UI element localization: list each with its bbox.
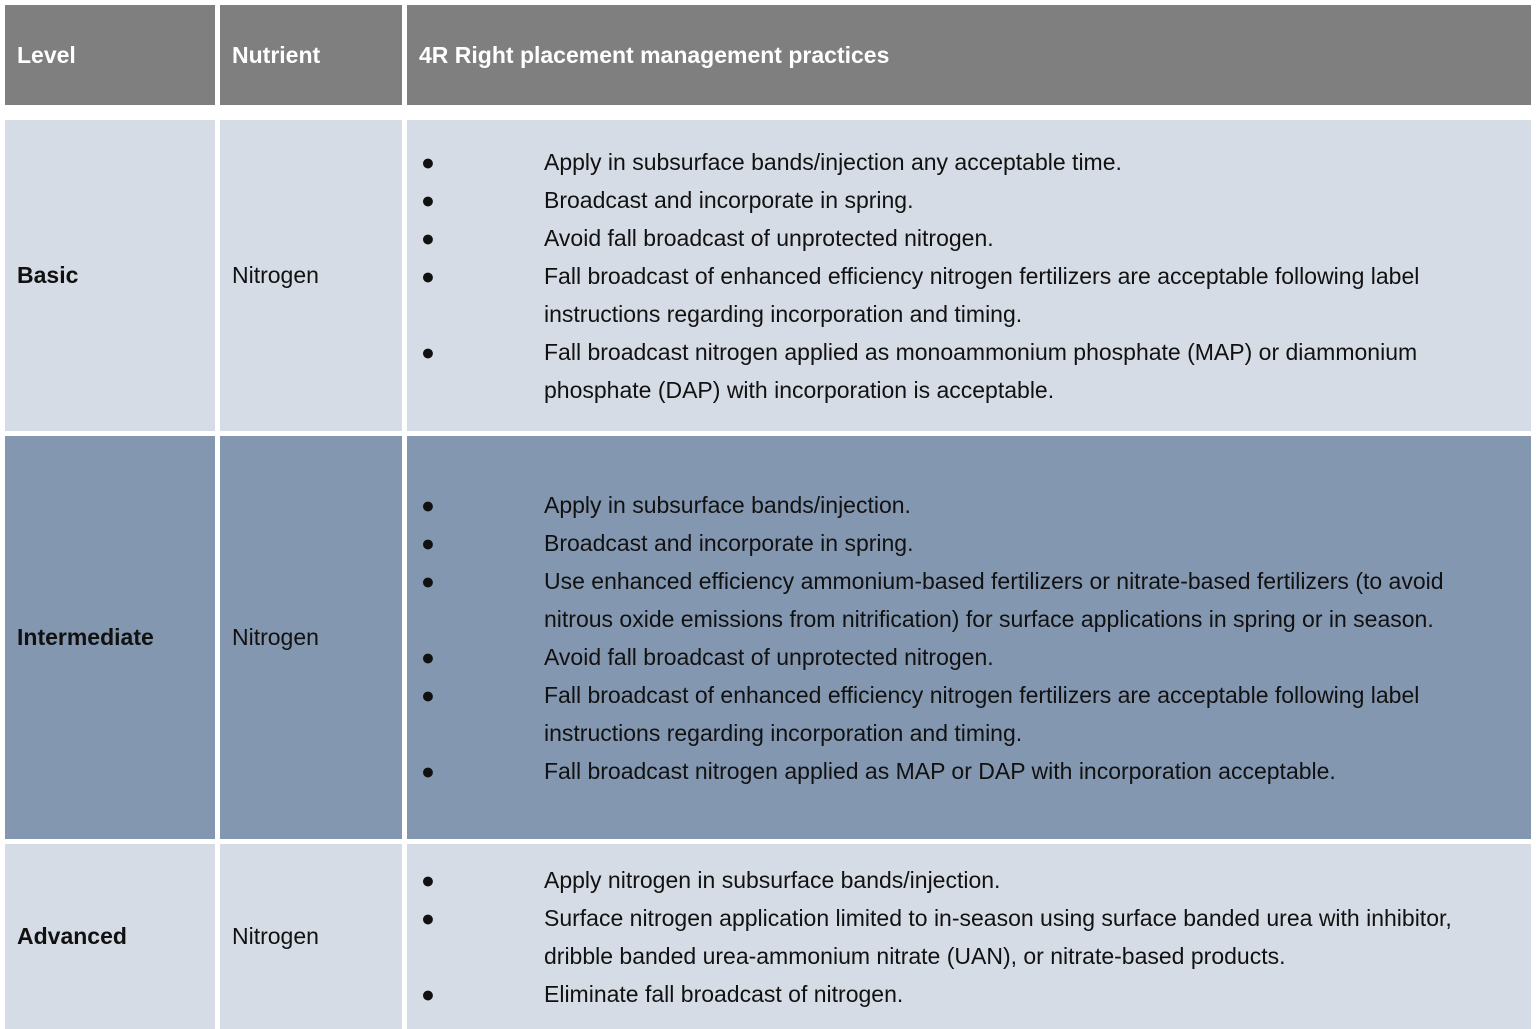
practice-item: ● Eliminate fall broadcast of nitrogen. (407, 975, 1531, 1013)
practice-item: ● Apply in subsurface bands/injection. (407, 486, 1531, 524)
practice-list (407, 143, 1531, 409)
header-level: Level (5, 5, 215, 105)
row-advanced-level: Advanced (5, 844, 215, 1029)
bullet-icon: ● (421, 757, 435, 784)
practice-item: ● Broadcast and incorporate in spring. (407, 181, 1531, 219)
bullet-icon: ● (421, 148, 435, 175)
row-intermediate-level: Intermediate (5, 436, 215, 839)
row-basic-level: Basic (5, 120, 215, 431)
row-advanced-practices (407, 844, 1531, 1029)
row-intermediate-practices (407, 436, 1531, 839)
practice-item: ● Avoid fall broadcast of unprotected nitrogen. (407, 638, 1531, 676)
bullet-icon: ● (421, 529, 435, 556)
practice-item: ● Apply nitrogen in subsurface bands/injection. (407, 861, 1531, 899)
bullet-icon: ● (421, 681, 435, 708)
practice-item: ● Apply in subsurface bands/injection any acceptable time. (407, 143, 1531, 181)
practice-item: ● Fall broadcast of enhanced efficiency nitrogen fertilizers are acceptable following label instructions regarding incorporation and timing. (407, 676, 1531, 752)
bullet-icon: ● (421, 904, 435, 931)
bullet-icon: ● (421, 980, 435, 1007)
row-intermediate-nutrient: Nitrogen (220, 436, 402, 839)
header-practices: 4R Right placement management practices (407, 5, 1531, 105)
bullet-icon: ● (421, 643, 435, 670)
practice-list (407, 486, 1531, 790)
practice-item: ● Fall broadcast of enhanced efficiency nitrogen fertilizers are acceptable following label instructions regarding incorporation and timing. (407, 257, 1531, 333)
bullet-icon: ● (421, 186, 435, 213)
bullet-icon: ● (421, 262, 435, 289)
bullet-icon: ● (421, 338, 435, 365)
row-advanced-nutrient: Nitrogen (220, 844, 402, 1029)
row-basic-practices (407, 120, 1531, 431)
practice-item: ● Surface nitrogen application limited to in-season using surface banded urea with inhibitor, dribble banded urea-ammonium nitrate (UAN), or nitrate-based products. (407, 899, 1531, 975)
practice-item: ● Fall broadcast nitrogen applied as MAP or DAP with incorporation acceptable. (407, 752, 1531, 790)
bullet-icon: ● (421, 866, 435, 893)
practice-item: ● Broadcast and incorporate in spring. (407, 524, 1531, 562)
bullet-icon: ● (421, 224, 435, 251)
row-basic-nutrient: Nitrogen (220, 120, 402, 431)
bullet-icon: ● (421, 567, 435, 594)
header-nutrient: Nutrient (220, 5, 402, 105)
bullet-icon: ● (421, 491, 435, 518)
practice-list (407, 861, 1531, 1013)
practice-item: ● Fall broadcast nitrogen applied as monoammonium phosphate (MAP) or diammonium phosphate (DAP) with incorporation is acceptable. (407, 333, 1531, 409)
practice-item: ● Avoid fall broadcast of unprotected nitrogen. (407, 219, 1531, 257)
practice-item: ● Use enhanced efficiency ammonium-based fertilizers or nitrate-based fertilizers (to avoid nitrous oxide emissions from nitrification) for surface applications in spring or in season. (407, 562, 1531, 638)
